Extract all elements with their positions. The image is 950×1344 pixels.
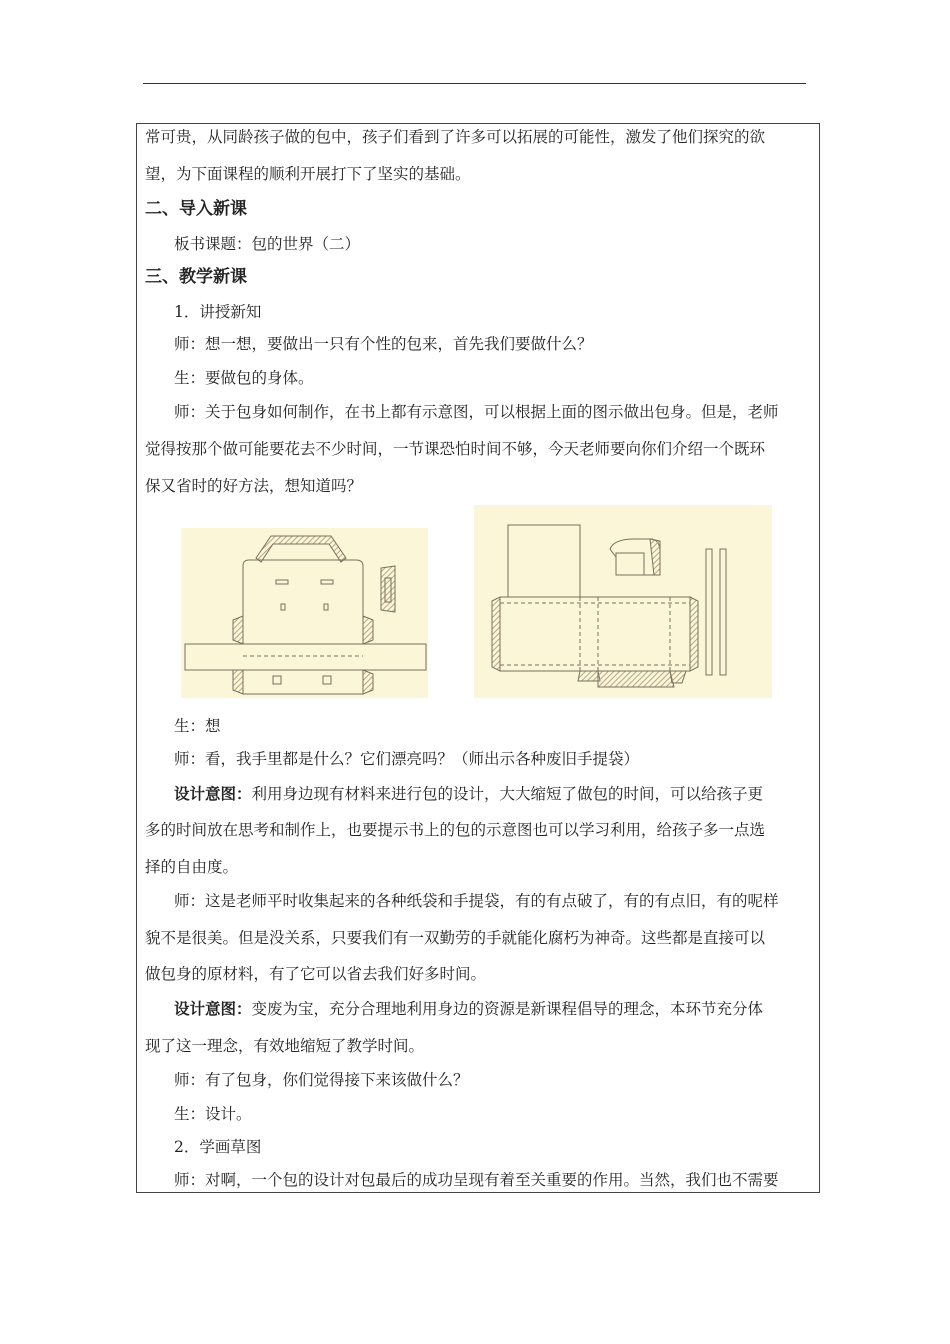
section-heading: 二、导入新课 <box>145 199 247 219</box>
paragraph-line: 保又省时的好方法，想知道吗？ <box>145 477 363 495</box>
section-heading: 三、教学新课 <box>145 267 247 287</box>
paragraph-line: 生：设计。 <box>174 1105 252 1123</box>
paragraph-line: 多的时间放在思考和制作上，也要提示书上的包的示意图也可以学习利用，给孩子多一点选 <box>145 821 766 839</box>
paragraph-line: 貌不是很美。但是没关系，只要我们有一双勤劳的手就能化腐朽为神奇。这些都是直接可以 <box>145 929 766 947</box>
design-intent-label: 设计意图： <box>174 785 252 803</box>
bag-template-figure-left <box>181 528 428 698</box>
design-intent-text: 利用身边现有材料来进行包的设计，大大缩短了做包的时间，可以给孩子更 <box>251 785 764 803</box>
paragraph-line: 现了这一理念，有效地缩短了教学时间。 <box>145 1037 425 1055</box>
subheading: 1．讲授新知 <box>174 303 262 321</box>
paragraph-line: 生：要做包的身体。 <box>174 369 314 387</box>
header-rule <box>143 83 806 84</box>
paragraph-line: 师：有了包身，你们觉得接下来该做什么？ <box>174 1071 469 1089</box>
paragraph-line: 择的自由度。 <box>145 858 239 876</box>
paragraph-line: 师：关于包身如何制作，在书上都有示意图，可以根据上面的图示做出包身。但是，老师 <box>174 403 779 421</box>
subheading: 2．学画草图 <box>174 1138 262 1156</box>
bag-template-figure-right <box>474 505 772 698</box>
design-intent-line <box>174 999 763 1019</box>
paragraph-line: 师：这是老师平时收集起来的各种纸袋和手提袋，有的有点破了，有的有点旧，有的呢样 <box>174 892 779 910</box>
paragraph-line: 觉得按那个做可能要花去不少时间，一节课恐怕时间不够，今天老师要向你们介绍一个既环 <box>145 440 766 458</box>
paragraph-line: 望，为下面课程的顺利开展打下了坚实的基础。 <box>145 165 471 183</box>
paragraph-line: 板书课题：包的世界（二） <box>174 235 361 253</box>
paragraph-line: 师：想一想，要做出一只有个性的包来，首先我们要做什么？ <box>174 335 593 353</box>
design-intent-text: 变废为宝，充分合理地利用身边的资源是新课程倡导的理念，本环节充分体 <box>251 1000 764 1018</box>
paragraph-line: 做包身的原材料，有了它可以省去我们好多时间。 <box>145 965 487 983</box>
paragraph-line: 常可贵，从同龄孩子做的包中，孩子们看到了许多可以拓展的可能性，激发了他们探究的欲 <box>145 128 766 146</box>
design-intent-line <box>174 784 763 804</box>
paragraph-line: 生：想 <box>174 717 221 735</box>
paragraph-line: 师：看，我手里都是什么？它们漂亮吗？（师出示各种废旧手提袋） <box>174 750 640 768</box>
paragraph-line: 师：对啊，一个包的设计对包最后的成功呈现有着至关重要的作用。当然，我们也不需要 <box>174 1171 779 1189</box>
design-intent-label: 设计意图： <box>174 1000 252 1018</box>
